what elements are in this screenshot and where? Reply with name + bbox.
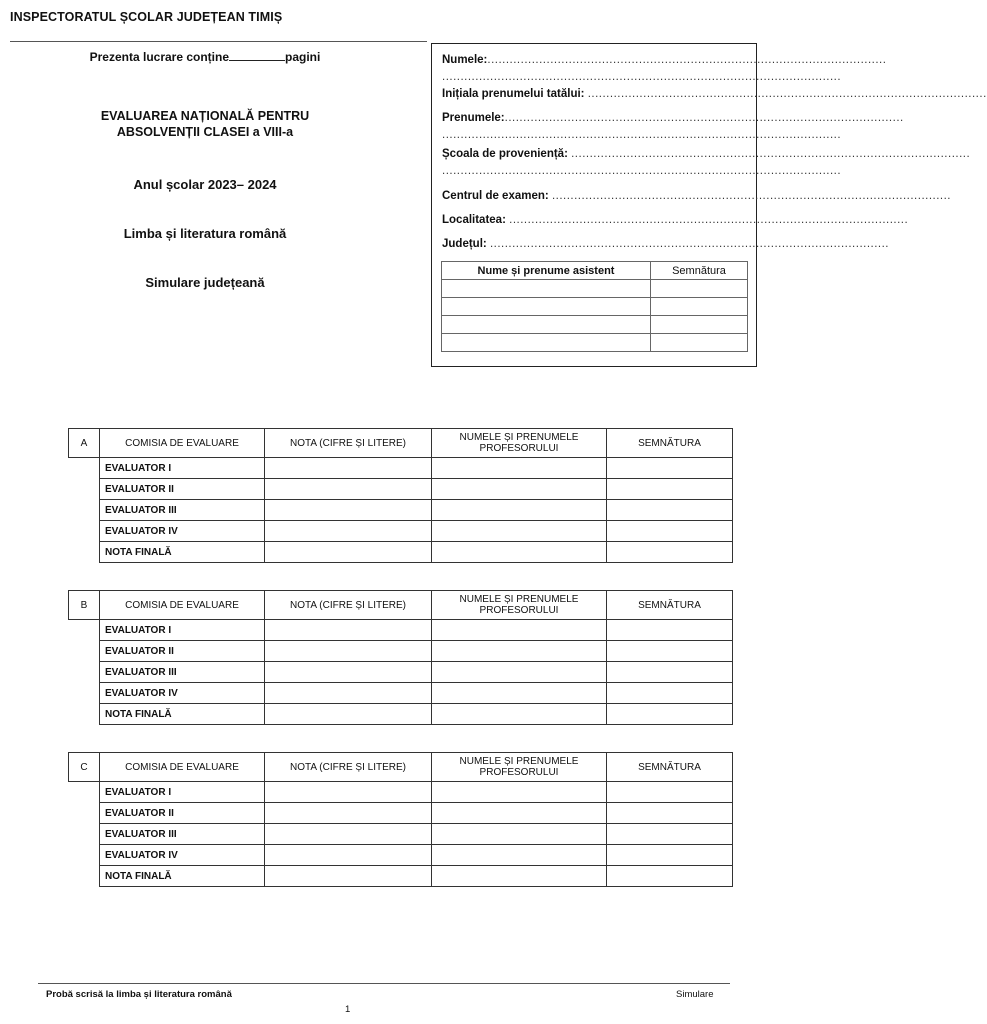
table-row: [69, 803, 733, 824]
row-label: EVALUATOR I: [100, 620, 265, 641]
field-numele-cont[interactable]: ............................................................................................................: [442, 71, 842, 83]
header-nota: NOTA (CIFRE ȘI LITERE): [265, 753, 432, 782]
evaluation-table-c: [68, 752, 733, 887]
teacher-cell[interactable]: [432, 521, 607, 542]
row-label: EVALUATOR IV: [100, 683, 265, 704]
table-row: [69, 683, 733, 704]
header-profesor: NUMELE ȘI PRENUMELE PROFESORULUI: [432, 753, 607, 782]
signature-cell[interactable]: [607, 641, 733, 662]
header-profesor: NUMELE ȘI PRENUMELE PROFESORULUI: [432, 429, 607, 458]
header-inspectorat: INSPECTORATUL ȘCOLAR JUDEȚEAN TIMIȘ: [10, 10, 283, 24]
assistant-row: [442, 280, 748, 298]
table-letter: A: [69, 429, 100, 458]
table-row: [69, 641, 733, 662]
eval-table-header: [69, 429, 733, 458]
teacher-cell[interactable]: [432, 803, 607, 824]
teacher-cell[interactable]: [432, 458, 607, 479]
field-numele[interactable]: Numele:............................................................................................................: [442, 54, 887, 66]
grade-cell[interactable]: [265, 683, 432, 704]
table-row: [69, 542, 733, 563]
header-semnatura: SEMNĂTURA: [607, 753, 733, 782]
assistant-name-header: Nume și prenume asistent: [442, 262, 651, 280]
assistant-sign-cell[interactable]: [651, 334, 748, 352]
eval-table-header: [69, 591, 733, 620]
signature-cell[interactable]: [607, 683, 733, 704]
teacher-cell[interactable]: [432, 866, 607, 887]
signature-cell[interactable]: [607, 521, 733, 542]
teacher-cell[interactable]: [432, 479, 607, 500]
field-scoala[interactable]: Școala de proveniență: ............................................................................................................: [442, 148, 971, 160]
table-letter: B: [69, 591, 100, 620]
grade-cell[interactable]: [265, 620, 432, 641]
footer-simulare: Simulare: [676, 989, 714, 1000]
row-label: NOTA FINALĂ: [100, 704, 265, 725]
grade-cell[interactable]: [265, 845, 432, 866]
exam-title: [40, 108, 370, 140]
header-comisia: COMISIA DE EVALUARE: [100, 591, 265, 620]
signature-cell[interactable]: [607, 845, 733, 866]
grade-cell[interactable]: [265, 662, 432, 683]
assistant-sign-cell[interactable]: [651, 280, 748, 298]
field-prenumele-cont[interactable]: ............................................................................................................: [442, 129, 842, 141]
subject: Limba și literatura română: [123, 226, 287, 241]
assistant-row: [442, 334, 748, 352]
grade-cell[interactable]: [265, 704, 432, 725]
row-label: EVALUATOR IV: [100, 845, 265, 866]
table-row: [69, 521, 733, 542]
teacher-cell[interactable]: [432, 662, 607, 683]
table-row: [69, 704, 733, 725]
footer-exam-name: Probă scrisă la limba și literatura română: [46, 989, 232, 1000]
table-row: [69, 479, 733, 500]
grade-cell[interactable]: [265, 500, 432, 521]
signature-cell[interactable]: [607, 782, 733, 803]
grade-cell[interactable]: [265, 803, 432, 824]
field-centrul[interactable]: Centrul de examen: ............................................................................................................: [442, 190, 952, 202]
table-row: [69, 662, 733, 683]
header-semnatura: SEMNĂTURA: [607, 429, 733, 458]
table-letter: C: [69, 753, 100, 782]
assistant-row: [442, 316, 748, 334]
row-label: EVALUATOR III: [100, 500, 265, 521]
pages-count-blank[interactable]: [229, 50, 285, 61]
header-nota: NOTA (CIFRE ȘI LITERE): [265, 429, 432, 458]
table-row: [69, 500, 733, 521]
grade-cell[interactable]: [265, 542, 432, 563]
signature-cell[interactable]: [607, 620, 733, 641]
teacher-cell[interactable]: [432, 542, 607, 563]
signature-cell[interactable]: [607, 500, 733, 521]
assistant-name-cell[interactable]: [442, 280, 651, 298]
school-year: Anul școlar 2023– 2024: [133, 177, 277, 192]
assistant-sign-cell[interactable]: [651, 298, 748, 316]
row-label: NOTA FINALĂ: [100, 542, 265, 563]
assistant-name-cell[interactable]: [442, 298, 651, 316]
row-label: EVALUATOR IV: [100, 521, 265, 542]
row-label: EVALUATOR II: [100, 641, 265, 662]
field-initiala[interactable]: Inițiala prenumelui tatălui: ............................................................................................................: [442, 88, 987, 100]
letter-spacer: [69, 620, 100, 725]
row-label: EVALUATOR I: [100, 782, 265, 803]
assistant-sign-header: Semnătura: [651, 262, 748, 280]
grade-cell[interactable]: [265, 458, 432, 479]
signature-cell[interactable]: [607, 824, 733, 845]
table-row: [69, 824, 733, 845]
header-comisia: COMISIA DE EVALUARE: [100, 753, 265, 782]
evaluation-table-b: [68, 590, 733, 725]
teacher-cell[interactable]: [432, 845, 607, 866]
teacher-cell[interactable]: [432, 500, 607, 521]
pages-count-line: [40, 50, 370, 64]
letter-spacer: [69, 782, 100, 887]
page-number: 1: [345, 1004, 351, 1015]
row-label: NOTA FINALĂ: [100, 866, 265, 887]
evaluation-table-a: [68, 428, 733, 563]
teacher-cell[interactable]: [432, 683, 607, 704]
teacher-cell[interactable]: [432, 824, 607, 845]
assistant-name-cell[interactable]: [442, 334, 651, 352]
pages-prefix: Prezenta lucrare conține: [89, 50, 230, 64]
field-prenumele[interactable]: Prenumele:............................................................................................................: [442, 112, 904, 124]
header-profesor: NUMELE ȘI PRENUMELE PROFESORULUI: [432, 591, 607, 620]
signature-cell[interactable]: [607, 479, 733, 500]
signature-cell[interactable]: [607, 704, 733, 725]
assistant-table-header: [442, 262, 748, 280]
grade-cell[interactable]: [265, 641, 432, 662]
table-row: [69, 620, 733, 641]
letter-spacer: [69, 458, 100, 563]
row-label: EVALUATOR I: [100, 458, 265, 479]
assistant-table: [441, 261, 748, 352]
row-label: EVALUATOR III: [100, 662, 265, 683]
grade-cell[interactable]: [265, 479, 432, 500]
grade-cell[interactable]: [265, 824, 432, 845]
header-comisia: COMISIA DE EVALUARE: [100, 429, 265, 458]
row-label: EVALUATOR II: [100, 803, 265, 824]
field-scoala-cont[interactable]: ............................................................................................................: [442, 165, 842, 177]
signature-cell[interactable]: [607, 803, 733, 824]
header-divider: [10, 41, 427, 42]
pages-suffix: pagini: [285, 50, 321, 64]
header-semnatura: SEMNĂTURA: [607, 591, 733, 620]
assistant-name-cell[interactable]: [442, 316, 651, 334]
assistant-sign-cell[interactable]: [651, 316, 748, 334]
row-label: EVALUATOR II: [100, 479, 265, 500]
grade-cell[interactable]: [265, 521, 432, 542]
teacher-cell[interactable]: [432, 782, 607, 803]
table-row: [69, 458, 733, 479]
table-row: [69, 845, 733, 866]
row-label: EVALUATOR III: [100, 824, 265, 845]
exam-title-line1: EVALUAREA NAȚIONALĂ PENTRU: [100, 109, 310, 123]
exam-title-line2: ABSOLVENȚII CLASEI a VIII-a: [116, 125, 294, 139]
signature-cell[interactable]: [607, 866, 733, 887]
grade-cell[interactable]: [265, 866, 432, 887]
signature-cell[interactable]: [607, 458, 733, 479]
teacher-cell[interactable]: [432, 641, 607, 662]
eval-table-header: [69, 753, 733, 782]
simulation-label: Simulare județeană: [145, 275, 265, 290]
field-localitatea[interactable]: Localitatea: ............................................................................................................: [442, 214, 909, 226]
signature-cell[interactable]: [607, 542, 733, 563]
grade-cell[interactable]: [265, 782, 432, 803]
teacher-cell[interactable]: [432, 704, 607, 725]
field-judetul[interactable]: Județul: ............................................................................................................: [442, 238, 890, 250]
footer-divider: [38, 983, 730, 984]
assistant-row: [442, 298, 748, 316]
table-row: [69, 782, 733, 803]
header-nota: NOTA (CIFRE ȘI LITERE): [265, 591, 432, 620]
table-row: [69, 866, 733, 887]
teacher-cell[interactable]: [432, 620, 607, 641]
signature-cell[interactable]: [607, 662, 733, 683]
